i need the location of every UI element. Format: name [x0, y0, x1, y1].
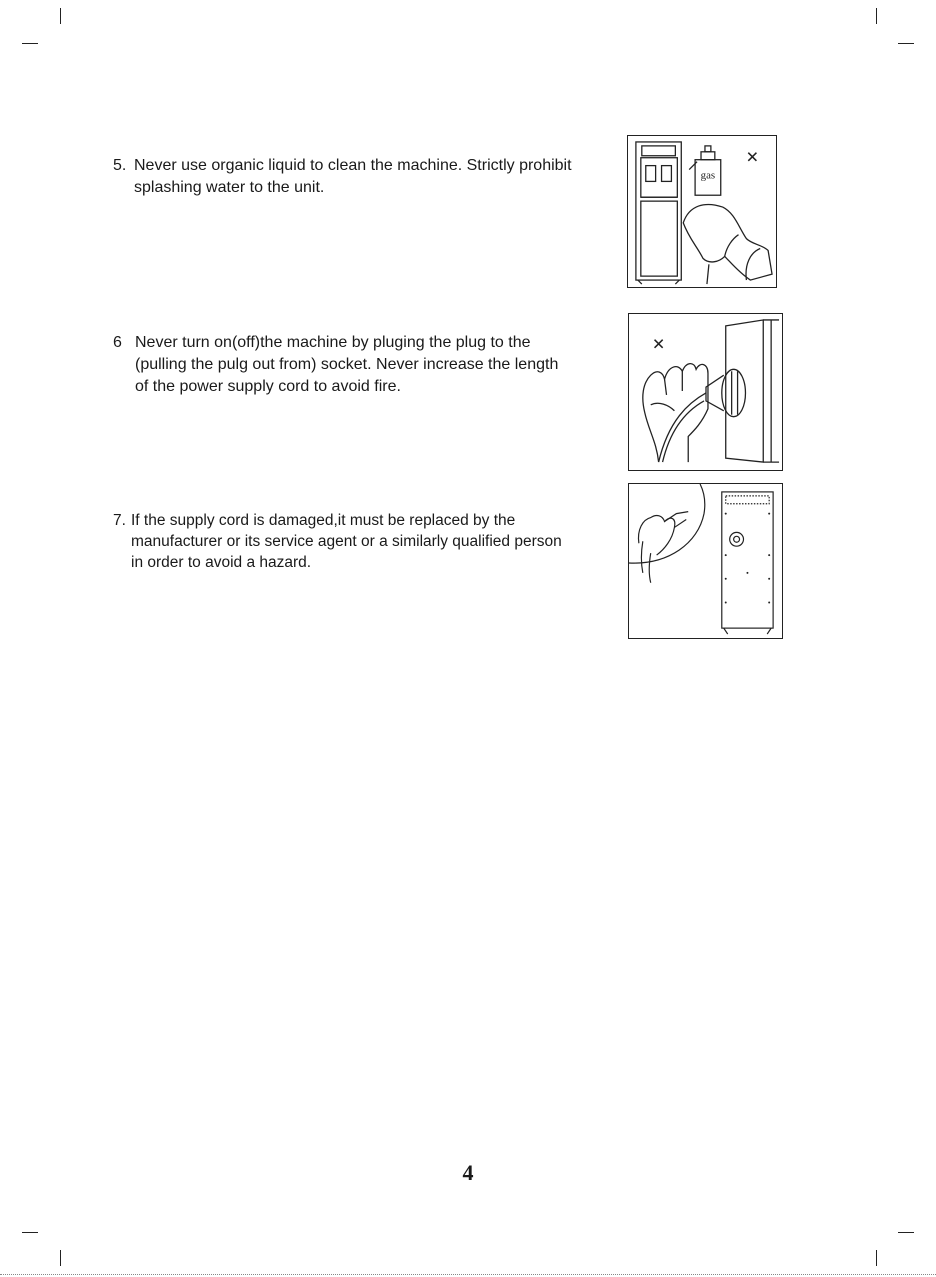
crop-mark-bottom-right [876, 1250, 877, 1266]
bottom-trim-line [0, 1274, 936, 1275]
crop-mark-bottom-left [60, 1250, 61, 1266]
gas-label: gas [700, 169, 716, 182]
figure-damaged-cord [628, 483, 783, 639]
item-number: 7. [113, 512, 126, 529]
prohibited-x-icon: ✕ [651, 334, 666, 354]
item-number: 5. [113, 157, 127, 174]
figure-no-pulling-plug [628, 313, 783, 471]
item-number: 6 [113, 334, 122, 351]
crop-mark-bottom-right [898, 1232, 914, 1233]
item-text: Never turn on(off)the machine by pluging the plug to the (pulling the pulg out from) socket. Never increase the length of the power supply cord to avoid fire. [135, 334, 559, 395]
figure-no-organic-liquid [627, 135, 777, 288]
crop-mark-top-left [60, 8, 61, 24]
crop-mark-bottom-left [22, 1232, 38, 1233]
water-dispenser-cleaning-illustration [628, 136, 776, 287]
item-text: Never use organic liquid to clean the machine. Strictly prohibit splashing water to the unit. [134, 157, 572, 196]
crop-mark-top-left [22, 43, 38, 44]
page-number: 4 [462, 1160, 474, 1185]
crop-mark-top-right [898, 43, 914, 44]
damaged-cord-illustration [629, 484, 782, 638]
prohibited-x-icon: ✕ [745, 147, 759, 167]
item-text: If the supply cord is damaged,it must be replaced by the manufacturer or its service agent or a similarly qualified person in order to avoid a hazard. [131, 512, 562, 571]
crop-mark-top-right [876, 8, 877, 24]
hand-pulling-plug-illustration [629, 314, 782, 470]
